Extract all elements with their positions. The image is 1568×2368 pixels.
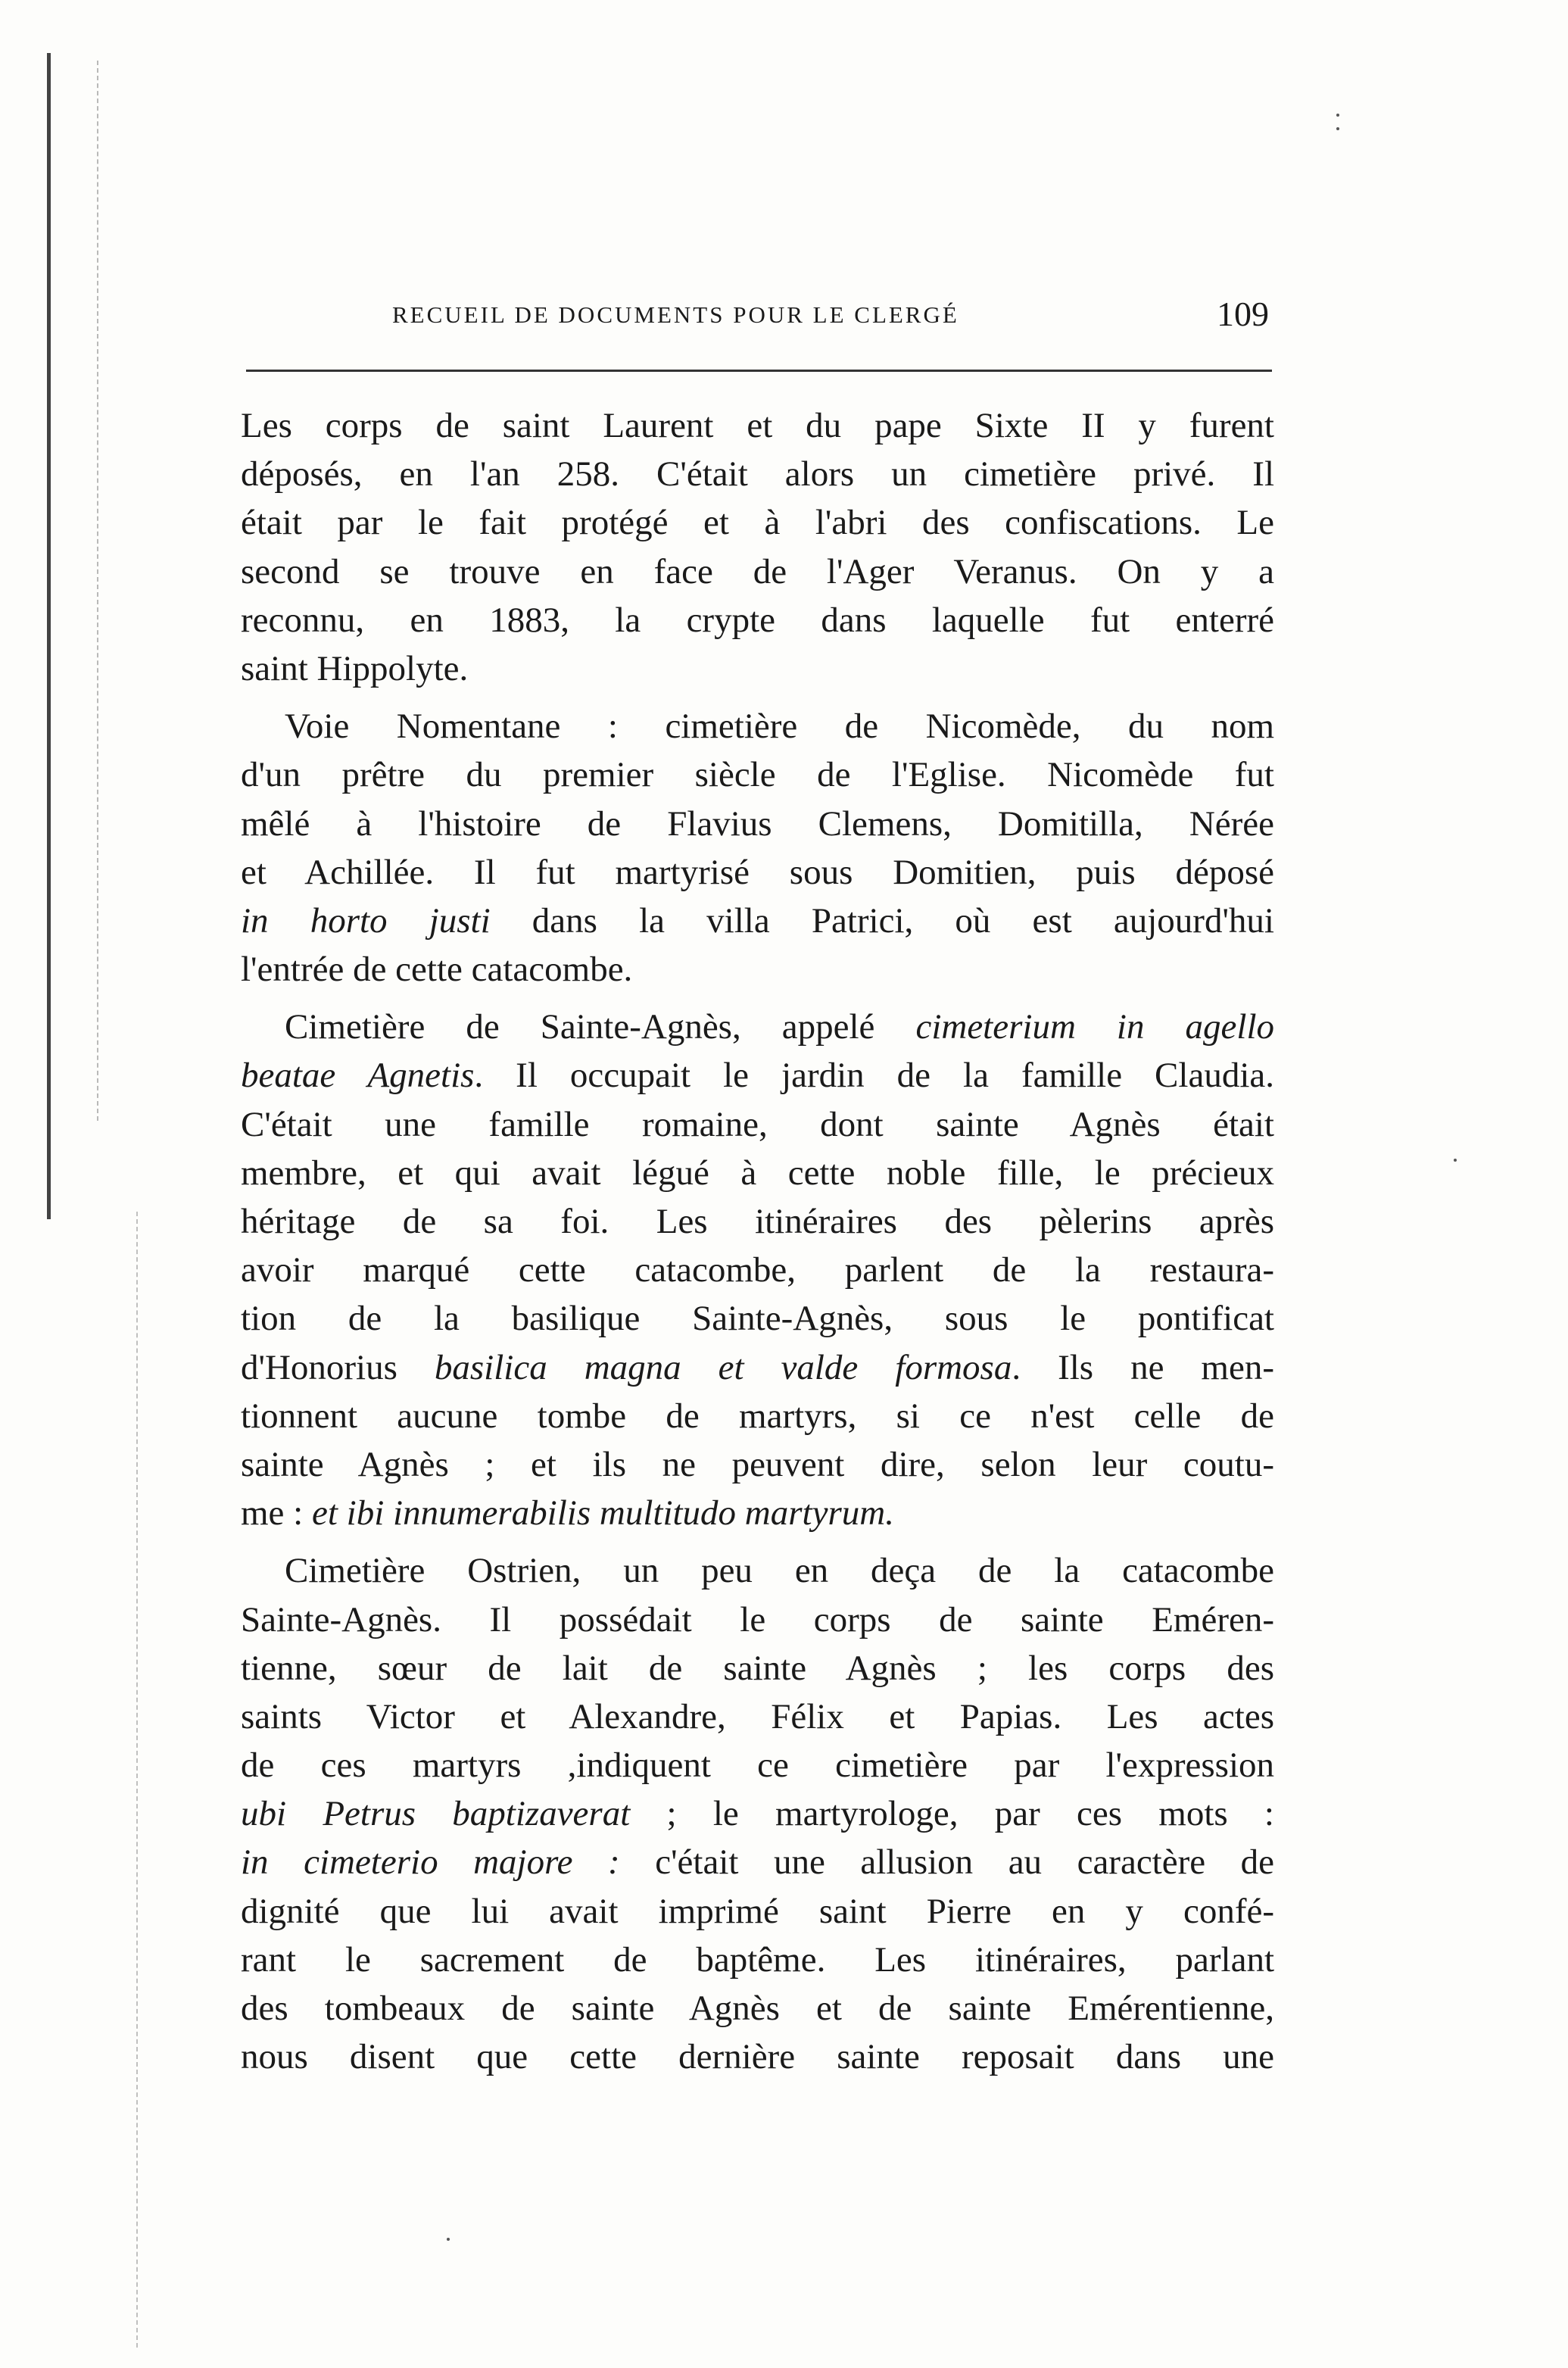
latin-phrase: in horto justi xyxy=(241,900,491,941)
latin-phrase: cimeterium in agello xyxy=(915,1007,1274,1047)
text-line: saints Victor et Alexandre, Félix et Papias. Les actes xyxy=(241,1696,1274,1736)
text-line: rant le sacrement de baptême. Les itinéraires, parlant xyxy=(241,1939,1274,1980)
text-line: C'était une famille romaine, dont sainte Agnès était xyxy=(241,1104,1274,1144)
page-header xyxy=(392,294,1270,339)
text-line: tion de la basilique Sainte-Agnès, sous le pontificat xyxy=(241,1299,1274,1339)
latin-phrase: in cimeterio majore : xyxy=(241,1842,620,1883)
latin-phrase: basilica magna et valde formosa xyxy=(434,1347,1012,1387)
text-line: était par le fait protégé et à l'abri des confiscations. Le xyxy=(241,503,1274,543)
book-spine-shadow xyxy=(47,53,51,1219)
text-line: me : et ibi innumerabilis multitudo martyrum. xyxy=(241,1493,894,1533)
text-line: membre, et qui avait légué à cette noble fille, le précieux xyxy=(241,1153,1274,1193)
text-line: Sainte-Agnès. Il possédait le corps de sainte Eméren- xyxy=(241,1599,1274,1640)
text-line: Cimetière de Sainte-Agnès, appelé cimeterium in agello xyxy=(285,1007,1274,1047)
text-line: déposés, en l'an 258. C'était alors un cimetière privé. Il xyxy=(241,454,1274,495)
header-rule xyxy=(246,370,1272,372)
text-line: sainte Agnès ; et ils ne peuvent dire, selon leur coutu- xyxy=(241,1444,1274,1484)
text-line: in horto justi dans la villa Patrici, où est aujourd'hui xyxy=(241,900,1274,941)
latin-phrase: ubi Petrus baptizaverat xyxy=(241,1794,631,1834)
text-line: reconnu, en 1883, la crypte dans laquelle fut enterré xyxy=(241,600,1274,640)
text-line: héritage de sa foi. Les itinéraires des pèlerins après xyxy=(241,1202,1274,1241)
text-line: tienne, sœur de lait de sainte Agnès ; les corps des xyxy=(241,1648,1274,1688)
text-line: Les corps de saint Laurent et du pape Sixte II y furent xyxy=(241,406,1274,445)
text-line: avoir marqué cette catacombe, parlent de la restaura- xyxy=(241,1250,1274,1290)
scan-speck xyxy=(1336,127,1339,130)
scan-speck xyxy=(1454,1159,1457,1162)
text-line: et Achillée. Il fut martyrisé sous Domitien, puis déposé xyxy=(241,852,1274,892)
latin-phrase: beatae Agnetis xyxy=(241,1056,475,1096)
text-line: d'Honorius basilica magna et valde formosa. Ils ne men- xyxy=(241,1347,1274,1387)
text-line: l'entrée de cette catacombe. xyxy=(241,950,633,990)
body-text xyxy=(241,401,1274,2081)
text-line: ubi Petrus baptizaverat ; le martyrologe, par ces mots : xyxy=(241,1794,1274,1834)
scan-artifact-line xyxy=(97,61,100,1121)
scan-speck xyxy=(1336,114,1339,117)
text-line: mêlé à l'histoire de Flavius Clemens, Domitilla, Nérée xyxy=(241,803,1274,844)
text-line: dignité que lui avait imprimé saint Pierre en y confé- xyxy=(241,1891,1274,1931)
scan-artifact-line xyxy=(136,1212,139,2348)
text-line: de ces martyrs ,indiquent ce cimetière par l'expression xyxy=(241,1746,1274,1786)
text-line: Cimetière Ostrien, un peu en deça de la catacombe xyxy=(285,1551,1274,1591)
text-line: beatae Agnetis. Il occupait le jardin de la famille Claudia. xyxy=(241,1056,1274,1096)
scan-speck xyxy=(447,2238,450,2241)
text-line: des tombeaux de sainte Agnès et de sainte Emérentienne, xyxy=(241,1989,1274,2028)
text-line: saint Hippolyte. xyxy=(241,648,469,688)
text-line: Voie Nomentane : cimetière de Nicomède, du nom xyxy=(285,707,1274,747)
text-line: second se trouve en face de l'Ager Veranus. On y a xyxy=(241,551,1274,591)
latin-phrase: et ibi innumerabilis multitudo martyrum. xyxy=(311,1493,894,1533)
text-line: nous disent que cette dernière sainte reposait dans une xyxy=(241,2037,1274,2077)
text-line: d'un prêtre du premier siècle de l'Eglise. Nicomède fut xyxy=(241,755,1274,795)
page-number: 109 xyxy=(1217,295,1269,333)
text-line: in cimeterio majore : c'était une allusion au caractère de xyxy=(241,1842,1274,1883)
text-line: tionnent aucune tombe de martyrs, si ce n'est celle de xyxy=(241,1396,1274,1436)
running-title: RECUEIL DE DOCUMENTS POUR LE CLERGÉ xyxy=(392,301,959,328)
